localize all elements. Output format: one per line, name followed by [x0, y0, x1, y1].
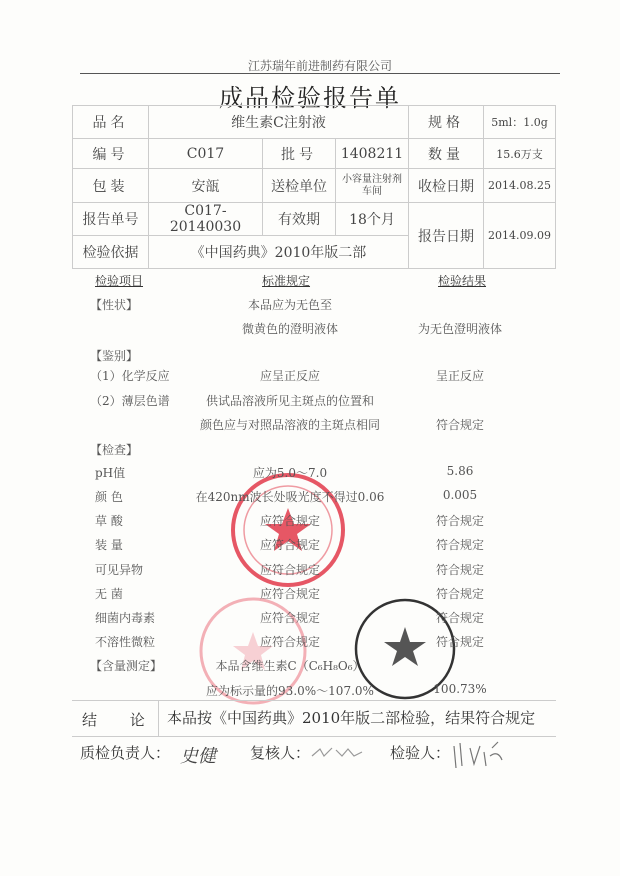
code-label: 编号 — [73, 139, 149, 169]
item-name: 【鉴别】 — [90, 349, 139, 363]
standard-text: 本品应为无色至 — [247, 298, 332, 312]
report-date-label: 报告日期 — [409, 203, 484, 269]
standard-text: 应符合规定 — [259, 563, 320, 577]
conclusion-row — [72, 700, 556, 737]
reviewer-signature — [310, 744, 365, 762]
basis-label: 检验依据 — [73, 236, 149, 269]
item-name: （1）化学反应 — [90, 369, 170, 383]
standard-text: 本品含维生素C（C₆H₈O₆） — [215, 659, 365, 673]
table-row — [0, 367, 620, 389]
standard-text: 应符合规定 — [259, 514, 320, 528]
batch-label: 批号 — [263, 139, 336, 169]
result-text: 符合规定 — [435, 563, 484, 577]
standard-text: 微黄色的澄明液体 — [241, 322, 338, 336]
table-row — [0, 585, 620, 607]
table-row — [0, 488, 620, 510]
receive-date: 2014.08.25 — [484, 169, 556, 203]
result-text: 5.86 — [446, 464, 474, 478]
submit-unit-label: 送检单位 — [263, 169, 336, 203]
item-name: 草 酸 — [95, 514, 123, 528]
column-item: 检验项目 — [95, 274, 144, 288]
report-no: C017-20140030 — [149, 203, 263, 236]
result-text: 呈正反应 — [435, 369, 484, 383]
result-text: 100.73% — [433, 682, 487, 696]
quantity-label: 数量 — [409, 139, 484, 169]
table-row — [0, 536, 620, 558]
table-row — [0, 392, 620, 414]
result-text: 为无色澄明液体 — [417, 322, 502, 336]
item-name: 颜 色 — [95, 490, 123, 504]
standard-text: 在420nm波长处吸光度不得过0.06 — [195, 490, 385, 504]
standard-text: 应符合规定 — [259, 587, 320, 601]
submit-unit: 小容量注射剂车间 — [336, 169, 409, 203]
table-row — [0, 441, 620, 463]
item-name: 无 菌 — [95, 587, 123, 601]
report-no-label: 报告单号 — [73, 203, 149, 236]
table-row — [0, 561, 620, 583]
result-text: 符合规定 — [435, 611, 484, 625]
standard-text: 应为5.0～7.0 — [252, 466, 328, 480]
qc-head-signature: 史健 — [180, 746, 216, 767]
divider — [80, 73, 560, 74]
product-name: 维生素C注射液 — [149, 106, 409, 139]
basis: 《中国药典》2010年版二部 — [149, 236, 409, 269]
item-name: 【性状】 — [90, 298, 139, 312]
receive-date-label: 收检日期 — [409, 169, 484, 203]
package-label: 包装 — [73, 169, 149, 203]
column-result: 检验结果 — [438, 274, 487, 288]
item-name: pH值 — [95, 466, 126, 480]
package: 安瓿 — [149, 169, 263, 203]
column-standard: 标准规定 — [262, 274, 311, 288]
standard-text: 应为标示量的93.0%～107.0% — [206, 684, 374, 698]
standard-text: 应符合规定 — [259, 611, 320, 625]
inspector-signature — [450, 738, 510, 772]
table-row — [0, 464, 620, 486]
result-text: 符合规定 — [435, 635, 484, 649]
result-text: 符合规定 — [435, 538, 484, 552]
reviewer-label: 复核人： — [250, 744, 311, 762]
standard-text: 供试品溶液所见主斑点的位置和 — [205, 394, 374, 408]
table-row — [0, 609, 620, 631]
qc-head-label: 质检负责人： — [80, 744, 171, 762]
code: C017 — [149, 139, 263, 169]
product-name-label: 品名 — [73, 106, 149, 139]
spec-label: 规格 — [409, 106, 484, 139]
item-name: （2）薄层色谱 — [90, 394, 170, 408]
report-title: 成品检验报告单 — [219, 84, 401, 112]
item-name: 不溶性微粒 — [95, 635, 156, 649]
result-text: 符合规定 — [435, 418, 484, 432]
items-header — [0, 272, 620, 294]
batch: 1408211 — [336, 139, 409, 169]
item-name: 细菌内毒素 — [95, 611, 156, 625]
validity: 18个月 — [336, 203, 409, 236]
quantity: 15.6万支 — [484, 139, 556, 169]
spec: 5ml：1.0g — [484, 106, 556, 139]
item-name: 【检查】 — [90, 443, 139, 457]
result-text: 符合规定 — [435, 587, 484, 601]
validity-label: 有效期 — [263, 203, 336, 236]
conclusion-label: 结 论 — [82, 711, 159, 729]
inspector-label: 检验人： — [390, 744, 451, 762]
item-name: 【含量测定】 — [90, 659, 163, 673]
result-text: 0.005 — [442, 488, 478, 502]
company-name: 江苏瑞年前进制药有限公司 — [247, 59, 392, 73]
table-row — [0, 296, 620, 318]
table-row — [0, 633, 620, 655]
table-row — [0, 320, 620, 342]
table-row — [0, 657, 620, 679]
table-row — [0, 416, 620, 438]
table-row — [0, 347, 620, 369]
header-table — [72, 105, 556, 269]
result-text: 符合规定 — [435, 514, 484, 528]
standard-text: 颜色应与对照品溶液的主斑点相同 — [199, 418, 380, 432]
standard-text: 应符合规定 — [259, 538, 320, 552]
item-name: 可见异物 — [95, 563, 144, 577]
standard-text: 应符合规定 — [259, 635, 320, 649]
standard-text: 应呈正反应 — [259, 369, 320, 383]
item-name: 装 量 — [95, 538, 123, 552]
table-row — [0, 512, 620, 534]
report-date: 2014.09.09 — [484, 203, 556, 269]
conclusion-text: 本品按《中国药典》2010年版二部检验，结果符合规定 — [158, 701, 535, 736]
